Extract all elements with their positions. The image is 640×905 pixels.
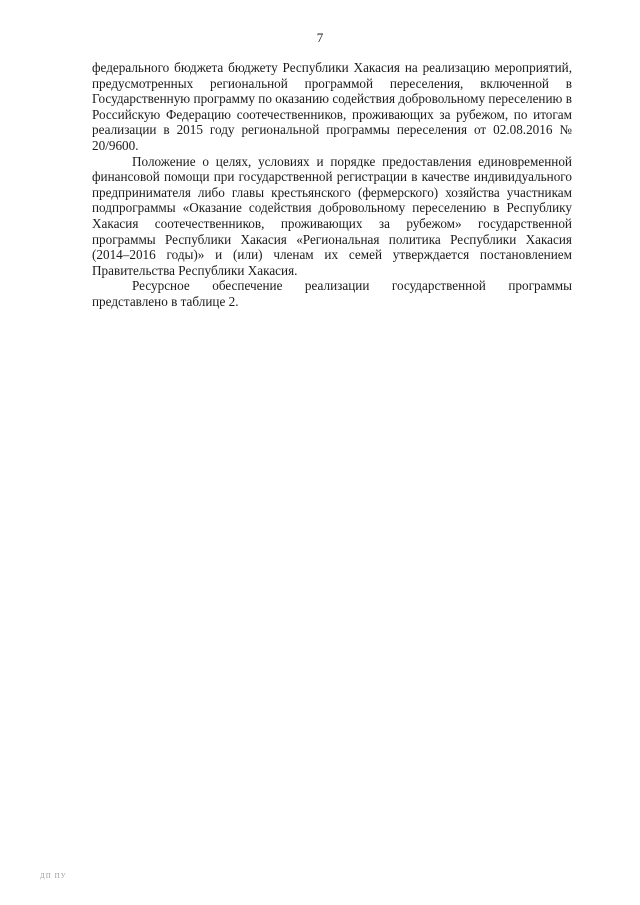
paragraph-federal-budget: федерального бюджета бюджету Республики Хакасия на реализацию мероприятий, предусмотренных региональной программой переселения, включенной в Государственную программу по оказанию содействия добровольному переселению в Российскую Федерацию соотечественников, проживающих за рубежом, по итогам реализации в 2015 году региональной программы переселения от 02.08.2016 № 20/9600. [92, 60, 572, 153]
paragraph-financial-aid-regulation: Положение о целях, условиях и порядке предоставления единовременной финансовой помощи при государственной регистрации в качестве индивидуального предпринимателя либо главы крестьянского (фермерского) хозяйства участникам подпрограммы «Оказание содействия добровольному переселению в Республику Хакасия соотечественников, проживающих за рубежом» государственной программы Республики Хакасия «Региональная политика Республики Хакасия (2014–2016 годы)» и (или) членам их семей утверждается постановлением Правительства Республики Хакасия. [92, 153, 572, 278]
paragraph-resource-provision: Ресурсное обеспечение реализации государственной программы представлено в таблице 2. [92, 278, 572, 309]
footer-mark: ДП ПУ [40, 872, 67, 880]
page-number: 7 [316, 30, 324, 45]
document-body [92, 60, 572, 310]
